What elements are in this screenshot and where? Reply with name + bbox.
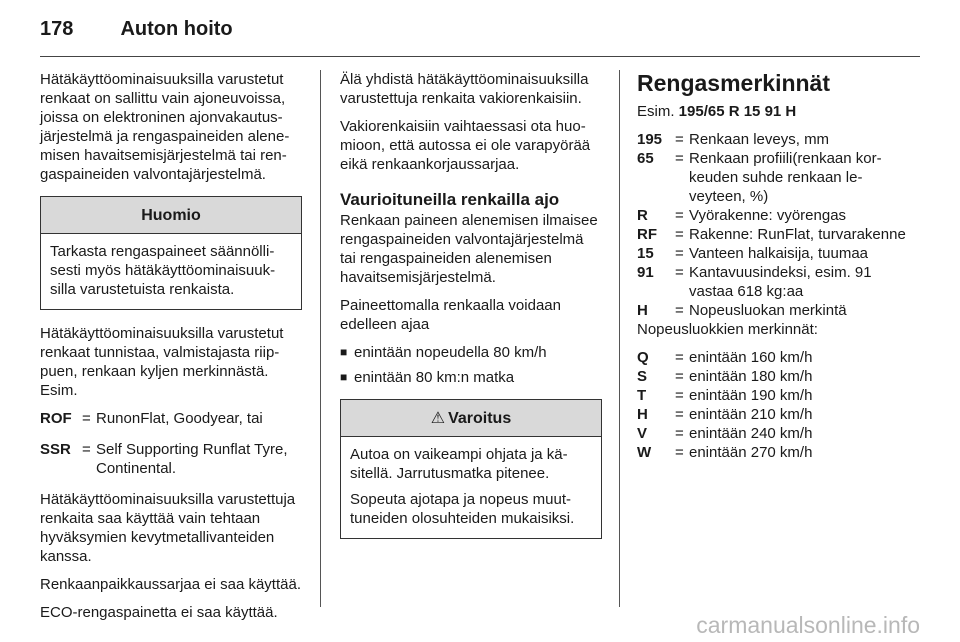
speed-key: W: [637, 444, 652, 461]
list-item-text: enintään nopeudella 80 km/h: [354, 344, 547, 361]
speed-row: [637, 443, 907, 462]
definition-key: SSR: [40, 441, 71, 458]
speed-eq: =: [675, 349, 684, 366]
definition-row: [637, 225, 907, 244]
column-divider-1: [320, 70, 321, 607]
example-code: 195/65 R 15 91 H: [678, 103, 797, 120]
speed-eq: =: [675, 368, 684, 385]
speed-key: T: [637, 387, 647, 404]
speed-row: [637, 348, 907, 367]
header-divider: [40, 56, 920, 57]
paragraph: Renkaan paineen alenemisen ilmaisee rengaspaineiden valvontajärjestelmä tai rengaspaineiden alenemisen havaitsemisjärjestelmä.: [340, 212, 598, 286]
page-header: [40, 18, 233, 50]
speed-value: enintään 270 km/h: [689, 444, 813, 461]
definition-key: ROF: [40, 410, 72, 427]
definition-row: [40, 440, 302, 478]
speed-row: [637, 424, 907, 443]
page-title: Auton hoito: [120, 18, 233, 40]
paragraph: ECO-rengaspainetta ei saa käyttää.: [40, 604, 278, 621]
definition-key: 195: [637, 131, 663, 148]
speed-eq: =: [675, 425, 684, 442]
speed-row: [637, 405, 907, 424]
column-divider-2: [619, 70, 620, 607]
definition-row: [637, 301, 907, 320]
definition-value: Vyörakenne: vyörengas: [689, 207, 847, 224]
bullet-icon: ■: [340, 370, 348, 384]
example-line: [637, 102, 907, 121]
definition-row: [637, 263, 907, 301]
warning-box: [340, 399, 602, 539]
definition-value: Renkaan profiili(renkaan korkeuden suhde renkaan leveyteen, %): [689, 150, 882, 205]
speed-eq: =: [675, 387, 684, 404]
column-2: [340, 70, 602, 553]
paragraph: Paineettomalla renkaalla voidaan edelleen ajaa: [340, 297, 561, 333]
definition-row: [40, 409, 302, 428]
definition-eq: =: [675, 131, 684, 148]
speed-key: H: [637, 406, 648, 423]
column-3: [637, 70, 907, 462]
speed-value: enintään 160 km/h: [689, 349, 813, 366]
speed-class-list: [637, 348, 907, 462]
list-item: [340, 343, 602, 362]
definition-key: RF: [637, 226, 657, 243]
warning-text: Sopeuta ajotapa ja nopeus muuttuneiden olosuhteiden mukaisiksi.: [350, 491, 575, 527]
warning-triangle-icon: ⚠: [430, 410, 446, 427]
definition-value: Renkaan leveys, mm: [689, 131, 830, 148]
speed-row: [637, 367, 907, 386]
definition-eq: =: [675, 207, 684, 224]
definition-value: Rakenne: RunFlat, turvarakenne: [689, 226, 906, 243]
section-heading: Rengasmerkinnät: [637, 70, 831, 96]
warning-header: [341, 400, 601, 437]
section-heading: Vaurioituneilla renkailla ajo: [340, 190, 560, 209]
definition-row: [637, 130, 907, 149]
speed-value: enintään 210 km/h: [689, 406, 813, 423]
speed-key: V: [637, 425, 648, 442]
speed-eq: =: [675, 444, 684, 461]
notice-box: [40, 196, 302, 310]
definition-eq: =: [82, 410, 91, 427]
list-item: [340, 368, 602, 387]
tyre-code-list: [637, 130, 907, 320]
notice-text: Tarkasta rengaspaineet säännöllisesti myös hätäkäyttöominaisuuksilla varustetuista renkaista.: [50, 243, 276, 298]
definition-key: H: [637, 302, 648, 319]
definition-row: [637, 244, 907, 263]
paragraph: Älä yhdistä hätäkäyttöominaisuuksilla varustettuja renkaita vakiorenkaisiin.: [340, 71, 589, 107]
watermark: carmanualsonline.info: [696, 612, 920, 638]
definition-value: RunonFlat, Goodyear, tai: [96, 410, 263, 427]
bullet-icon: ■: [340, 345, 348, 359]
definition-value: Kantavuusindeksi, esim. 91 vastaa 618 kg:aa: [689, 264, 872, 300]
definition-row: [637, 206, 907, 225]
definition-eq: =: [675, 264, 684, 281]
definition-key: R: [637, 207, 648, 224]
list-item-text: enintään 80 km:n matka: [354, 369, 515, 386]
example-label: Esim.: [637, 103, 675, 120]
definition-value: Vanteen halkaisija, tuumaa: [689, 245, 869, 262]
definition-eq: =: [675, 245, 684, 262]
warning-text: Autoa on vaikeampi ohjata ja käsitellä. Jarrutusmatka pitenee.: [350, 446, 568, 482]
speed-key: S: [637, 368, 648, 385]
paragraph: Hätäkäyttöominaisuuksilla varustettuja renkaita saa käyttää vain tehtaan hyväksymien kevytmetallivanteiden kanssa.: [40, 491, 296, 565]
definition-row: [637, 149, 907, 206]
paragraph: Vakiorenkaisiin vaihtaessasi ota huomioon, että autossa ei ole varapyörää eikä renkaankorjaussarjaa.: [340, 118, 591, 173]
paragraph: Hätäkäyttöominaisuuksilla varustetut renkaat on sallittu vain ajoneuvoissa, joissa on elektroninen ajonvakautusjärjestelmä ja rengaspaineiden alenemisen havaitsemisjärjestelmä tai rengaspaineiden valvontajärjestelmä.: [40, 71, 290, 183]
notice-title: Huomio: [41, 197, 301, 234]
definition-key: 15: [637, 245, 654, 262]
warning-title: Varoitus: [448, 410, 512, 427]
paragraph: Nopeusluokkien merkinnät:: [637, 321, 818, 338]
speed-row: [637, 386, 907, 405]
definition-eq: =: [82, 441, 91, 458]
definition-eq: =: [675, 226, 684, 243]
speed-eq: =: [675, 406, 684, 423]
definition-key: 91: [637, 264, 654, 281]
speed-value: enintään 240 km/h: [689, 425, 813, 442]
column-1: [40, 70, 302, 631]
definition-value: Nopeusluokan merkintä: [689, 302, 847, 319]
speed-key: Q: [637, 349, 649, 366]
paragraph: Hätäkäyttöominaisuuksilla varustetut renkaat tunnistaa, valmistajasta riippuen, renkaan kyljen merkinnästä. Esim.: [40, 325, 284, 399]
speed-value: enintään 180 km/h: [689, 368, 813, 385]
paragraph: Renkaanpaikkaussarjaa ei saa käyttää.: [40, 576, 301, 593]
definition-eq: =: [675, 150, 684, 167]
definition-eq: =: [675, 302, 684, 319]
definition-key: 65: [637, 150, 654, 167]
page-number: 178: [40, 18, 74, 40]
speed-value: enintään 190 km/h: [689, 387, 813, 404]
definition-value: Self Supporting Runflat Tyre, Continental.: [96, 441, 288, 477]
